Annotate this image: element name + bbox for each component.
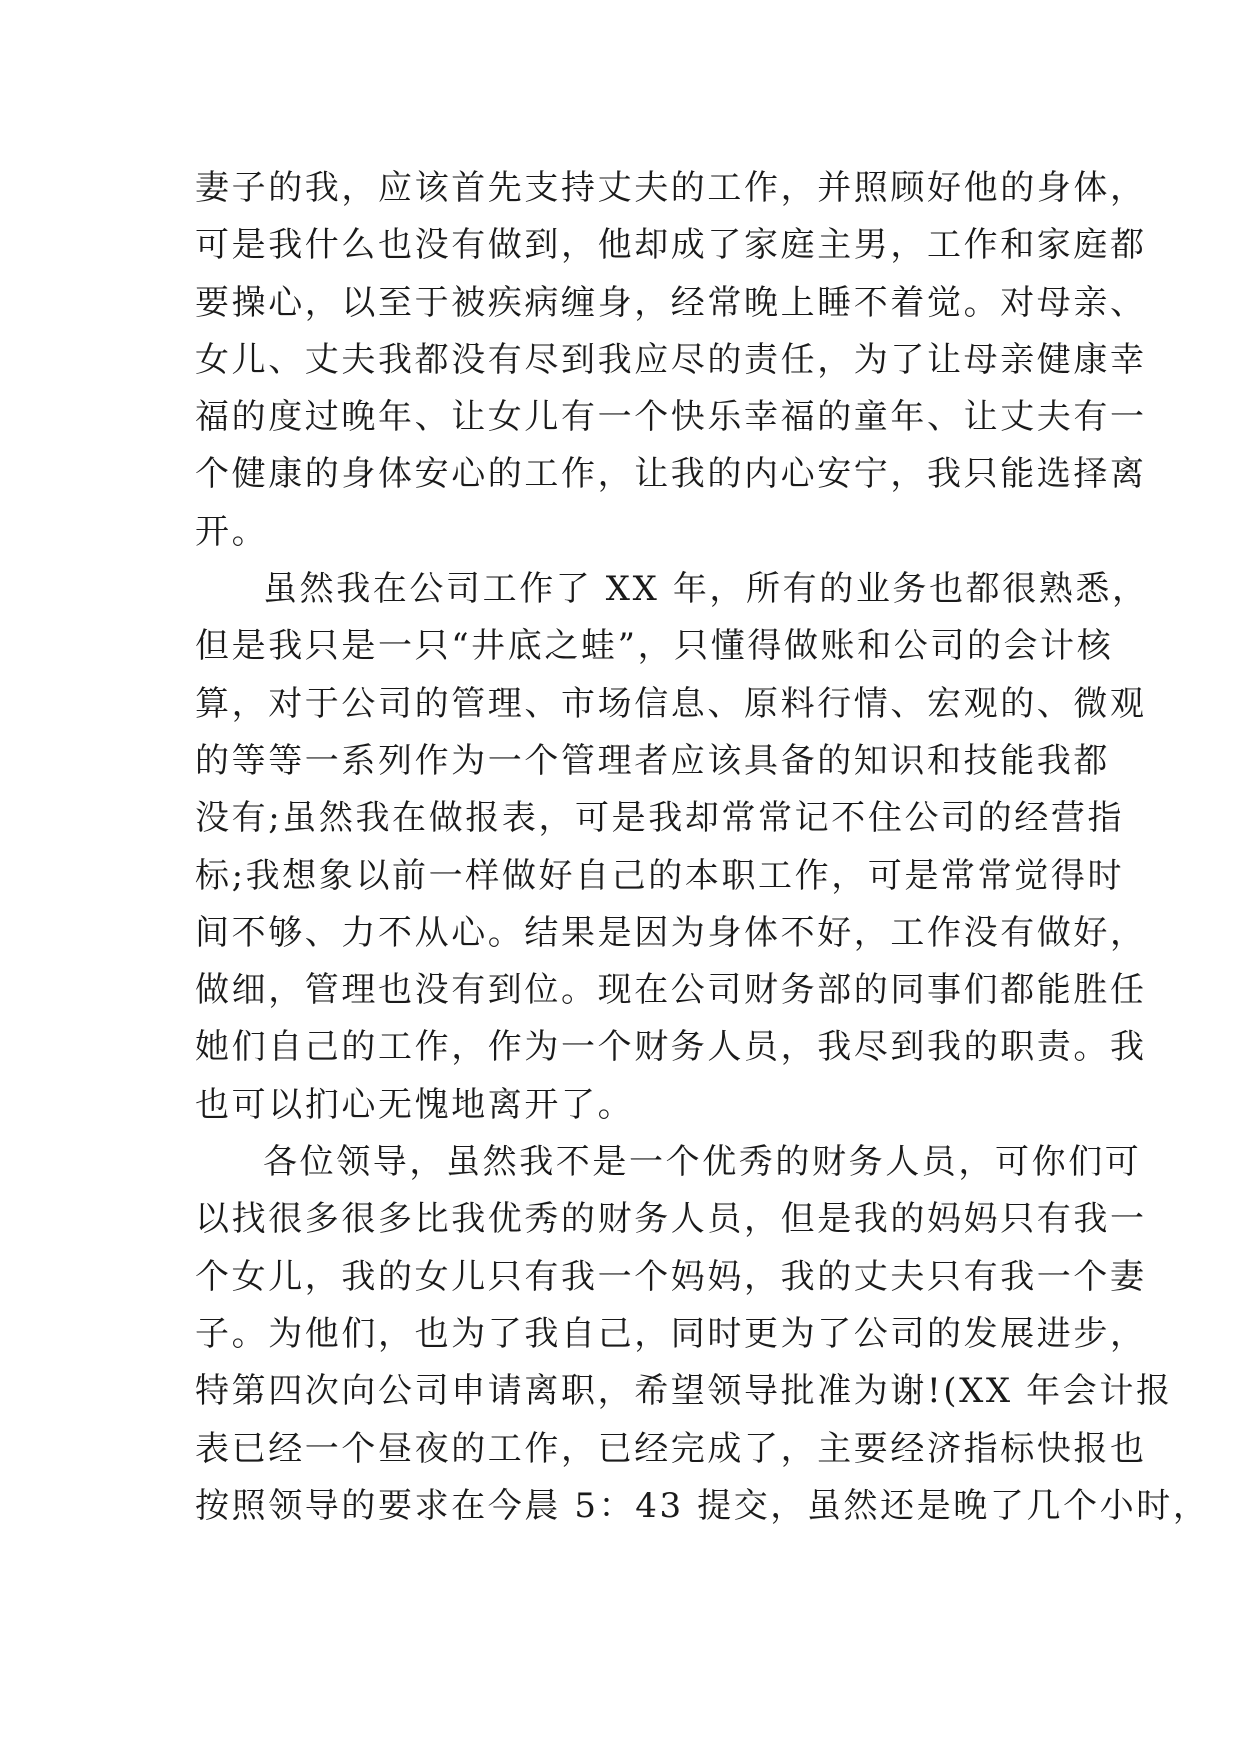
text-line: 以找很多很多比我优秀的财务人员，但是我的妈妈只有我一: [195, 1199, 1147, 1240]
text-line: 标;我想象以前一样做好自己的本职工作，可是常常觉得时: [195, 855, 1125, 896]
text-line: 也可以扪心无愧地离开了。: [195, 1084, 635, 1125]
text-line: 女儿、丈夫我都没有尽到我应尽的责任，为了让母亲健康幸: [195, 339, 1147, 380]
text-line: 开。: [195, 511, 269, 552]
text-line: 表已经一个昼夜的工作，已经完成了，主要经济指标快报也: [195, 1428, 1147, 1469]
text-line: 的等等一系列作为一个管理者应该具备的知识和技能我都: [195, 740, 1110, 781]
text-line: 可是我什么也没有做到，他却成了家庭主男，工作和家庭都: [195, 225, 1147, 266]
text-line: 个女儿，我的女儿只有我一个妈妈，我的丈夫只有我一个妻: [195, 1256, 1147, 1297]
text-line: 没有;虽然我在做报表，可是我却常常记不住公司的经营指: [195, 798, 1125, 839]
text-line: 特第四次向公司申请离职，希望领导批准为谢!(XX 年会计报: [195, 1371, 1173, 1412]
text-line: 按照领导的要求在今晨 5：43 提交，虽然还是晚了几个小时，: [195, 1485, 1210, 1526]
text-line: 个健康的身体安心的工作，让我的内心安宁，我只能选择离: [195, 454, 1147, 495]
text-line: 各位领导，虽然我不是一个优秀的财务人员，可你们可: [263, 1142, 1142, 1183]
text-line: 做细，管理也没有到位。现在公司财务部的同事们都能胜任: [195, 970, 1147, 1011]
text-line: 算，对于公司的管理、市场信息、原料行情、宏观的、微观: [195, 683, 1147, 724]
text-line: 要操心，以至于被疾病缠身，经常晚上睡不着觉。对母亲、: [195, 282, 1147, 323]
text-line: 子。为他们，也为了我自己，同时更为了公司的发展进步，: [195, 1313, 1147, 1354]
text-line: 妻子的我，应该首先支持丈夫的工作，并照顾好他的身体，: [195, 168, 1147, 208]
document-body: [195, 160, 1210, 1535]
text-line: 虽然我在公司工作了 XX 年，所有的业务也都很熟悉，: [263, 569, 1149, 610]
text-line: 但是我只是一只“井底之蛙”，只懂得做账和公司的会计核: [195, 626, 1114, 667]
text-line: 福的度过晚年、让女儿有一个快乐幸福的童年、让丈夫有一: [195, 397, 1147, 438]
text-line: 间不够、力不从心。结果是因为身体不好，工作没有做好，: [195, 912, 1147, 953]
text-line: 她们自己的工作，作为一个财务人员，我尽到我的职责。我: [195, 1027, 1147, 1068]
